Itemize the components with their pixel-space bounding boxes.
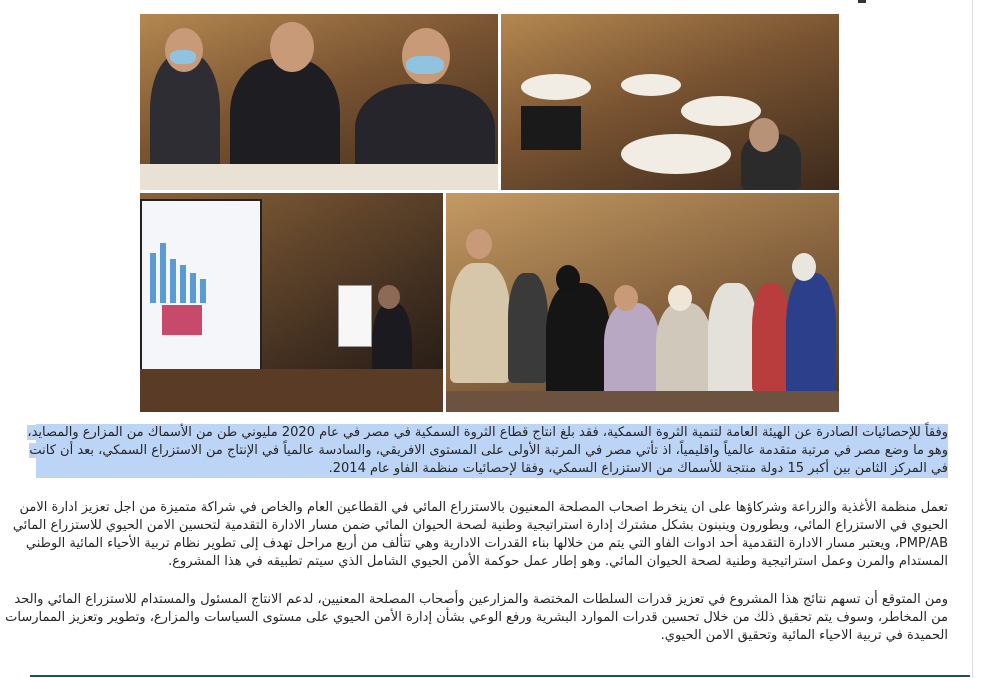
article-paragraph-statistics [27, 424, 948, 478]
article-paragraph-fao-partnership [12, 499, 948, 571]
meeting-photo-officials [140, 14, 498, 190]
paragraph-line: وفقاً للإحصائيات الصادرة عن الهيئة العامة لتنمية الثروة السمكية، فقد بلغ انتاج قطاع الثروة السمكية في مصر في عام 2020 مليوني طن من الأسماك من المزارع والمصايد، [27, 425, 948, 440]
paragraph-line: تعمل منظمة الأغذية والزراعة وشركاؤها على ان ينخرط اصحاب المصلحة المعنيون بالاستزراع المائي في القطاعين العام والخاص في شراكة متميزة من اجل تعزيز ادارة الامن [19, 500, 948, 515]
paragraph-line: من المخاطر، وسوف يتم تحقيق ذلك من خلال تحسين قدرات الموارد البشرية ورفع الوعي بشأن إدارة الأمن الحيوي على مستوى السياسات والمزارع، وتطوير وتعزيز الممارسات [5, 610, 948, 625]
paragraph-line: الحميدة في تربية الاحياء المائية وتحقيق الامن الحيوي. [660, 628, 948, 643]
meeting-photo-hall [501, 14, 839, 190]
paragraph-line: وهو ما وضع مصر في مرتبة متقدمة عالمياً واقليمياً، اذ تأتي مصر في المرتبة الأولى على المستوى الافريقي، والسادسة عالمياً في الإنتاج من الاستزراع السمكي، بعد أن كانت [29, 443, 948, 458]
paragraph-line: الحيوي في الاستزراع المائي، ويطورون وينبنون بشكل مشترك إدارة استراتيجية وطنية لصحة الحيوان المائي ضمن مسار الادارة التقدمية لتحسين الامن الحيوي للاستزراع المائي [12, 518, 948, 533]
section-divider [30, 675, 970, 677]
paragraph-line: ومن المتوقع أن تسهم نتائج هذا المشروع في تعزيز قدرات السلطات المختصة والمزارعين وأصحاب المصلحة المعنيين، لدعم الانتاج المسئول والمستدام للاستزراع المائي والحد [14, 592, 948, 607]
paragraph-line: PMP/AB، ويعتبر مسار الادارة التقدمية أحد ادوات الفاو التي يتم من خلالها بناء القدرات الادارية وهي تتألف من أربع مراحل تهدف إلى تطوير نظام تربية الأحياء المائية الوطني [25, 536, 948, 551]
top-fragment [858, 0, 866, 3]
paragraph-line: المستدام والمرن وعمل استراتيجية وطنية لصحة الحيوان المائي. وهو إطار عمل حوكمة الأمن الحيوي الشامل الذي سيتم تطبيقه في هذا المشروع. [168, 554, 948, 569]
paragraph-line: في المركز الثامن بين أكبر 15 دولة منتجة للأسماك من الاستزراع السمكي، وفقا لإحصائيات منظمة الفاو عام 2014. [36, 460, 948, 478]
meeting-photo-presentation [140, 193, 443, 412]
meeting-photo-group [446, 193, 839, 412]
sidebar-divider [972, 0, 973, 678]
article-paragraph-expected-results [5, 591, 948, 645]
